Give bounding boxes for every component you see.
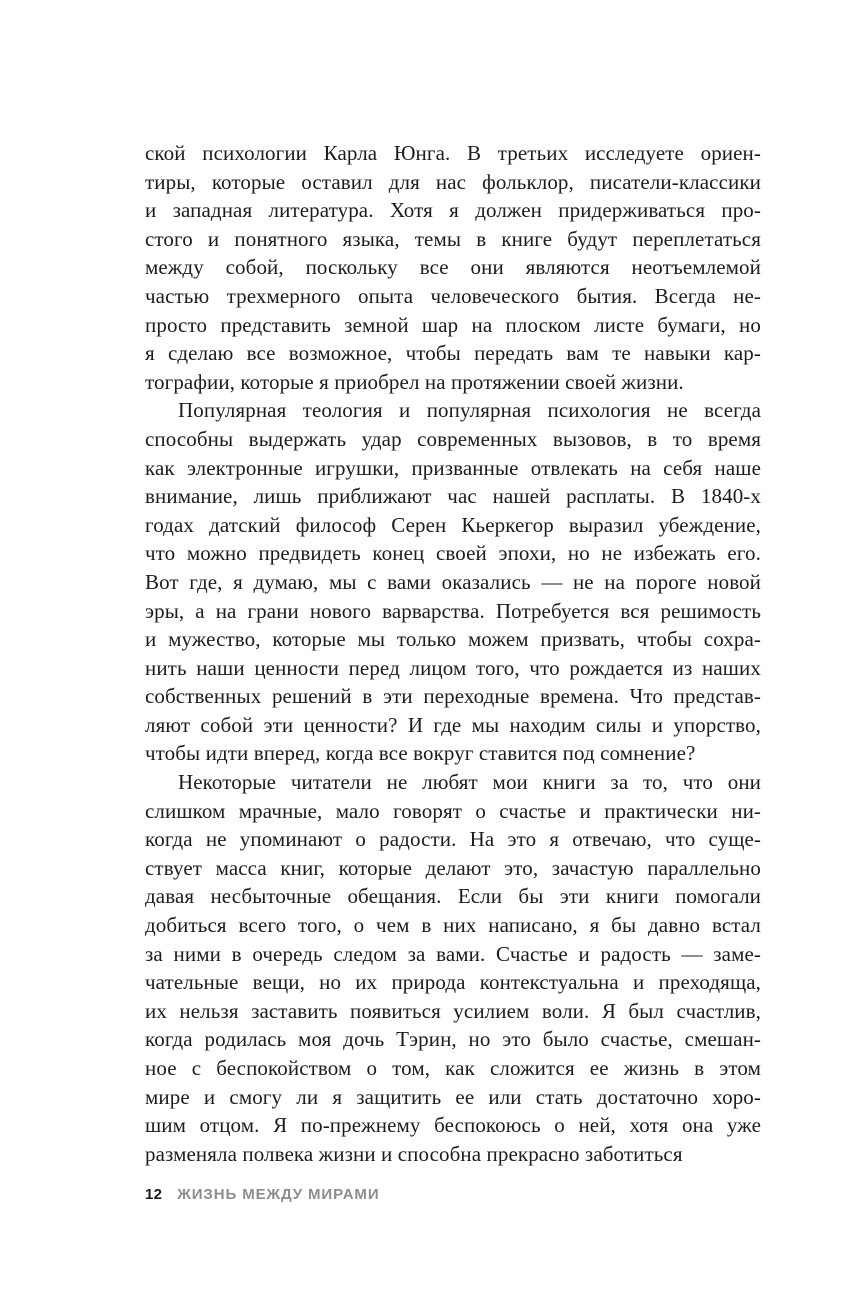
- text-line: ляют собой эти ценности? И где мы находим силы и упорство,: [145, 712, 761, 737]
- paragraph: [145, 396, 761, 768]
- running-title: ЖИЗНЬ МЕЖДУ МИРАМИ: [177, 1186, 380, 1203]
- text-line: годах датский философ Серен Кьеркегор выразил убеждение,: [145, 512, 761, 537]
- text-line: собственных решений в эти переходные времена. Что представ-: [145, 684, 761, 709]
- text-line: эры, а на грани нового варварства. Потребуется вся решимость: [145, 598, 761, 623]
- text-line: просто представить земной шар на плоском листе бумаги, но: [145, 312, 761, 337]
- text-line: и западная литература. Хотя я должен придерживаться про-: [145, 198, 761, 223]
- text-line: Популярная теология и популярная психология не всегда: [178, 398, 761, 423]
- text-line: чательные вещи, но их природа контекстуальна и преходяща,: [145, 970, 761, 995]
- text-line: их нельзя заставить появиться усилием воли. Я был счастлив,: [145, 998, 761, 1023]
- text-line: способны выдержать удар современных вызовов, в то время: [145, 426, 761, 451]
- text-line: когда родилась моя дочь Тэрин, но это было счастье, смешан-: [145, 1027, 761, 1052]
- text-line: ской психологии Карла Юнга. В третьих исследуете ориен-: [145, 141, 761, 165]
- text-line: тиры, которые оставил для нас фольклор, писатели-классики: [145, 169, 761, 194]
- text-line: как электронные игрушки, призванные отвлекать на себя наше: [145, 455, 761, 480]
- body-text: [145, 139, 761, 1168]
- text-line: мире и смогу ли я защитить ее или стать достаточно хоро-: [145, 1084, 761, 1109]
- text-line: стого и понятного языка, темы в книге будут переплетаться: [145, 226, 761, 251]
- paragraph: [145, 139, 761, 396]
- text-line: и мужество, которые мы только можем призвать, чтобы сохра-: [145, 627, 761, 652]
- text-line: слишком мрачные, мало говорят о счастье и практически ни-: [145, 798, 761, 823]
- text-line: разменяла полвека жизни и способна прекрасно заботиться: [145, 1141, 683, 1166]
- paragraph: [145, 768, 761, 1168]
- text-line: давая несбыточные обещания. Если бы эти книги помогали: [145, 884, 761, 909]
- text-line: внимание, лишь приближают час нашей расплаты. В 1840-х: [145, 484, 761, 509]
- text-line: добиться всего того, о чем в них написано, я бы давно встал: [145, 913, 761, 938]
- text-line: нить наши ценности перед лицом того, что рождается из наших: [145, 655, 761, 680]
- text-line: когда не упоминают о радости. На это я отвечаю, что суще-: [145, 827, 761, 852]
- text-line: Некоторые читатели не любят мои книги за то, что они: [178, 770, 761, 795]
- text-line: ствует масса книг, которые делают это, зачастую параллельно: [145, 855, 761, 880]
- text-line: чтобы идти вперед, когда все вокруг ставится под сомнение?: [145, 741, 696, 766]
- text-line: шим отцом. Я по-прежнему беспокоюсь о ней, хотя она уже: [145, 1113, 761, 1138]
- page-number: 12: [145, 1186, 163, 1203]
- text-line: что можно предвидеть конец своей эпохи, но не избежать его.: [145, 541, 761, 566]
- text-line: Вот где, я думаю, мы с вами оказались — не на пороге новой: [145, 569, 761, 594]
- page-footer: [145, 1186, 380, 1203]
- text-line: за ними в очередь следом за вами. Счастье и радость — заме-: [145, 941, 761, 966]
- text-line: тографии, которые я приобрел на протяжении своей жизни.: [145, 369, 684, 394]
- text-line: я сделаю все возможное, чтобы передать вам те навыки кар-: [145, 341, 761, 366]
- text-line: частью трехмерного опыта человеческого бытия. Всегда не-: [145, 283, 761, 308]
- text-line: ное с беспокойством о том, как сложится ее жизнь в этом: [145, 1056, 761, 1080]
- text-line: между собой, поскольку все они являются неотъемлемой: [145, 255, 761, 280]
